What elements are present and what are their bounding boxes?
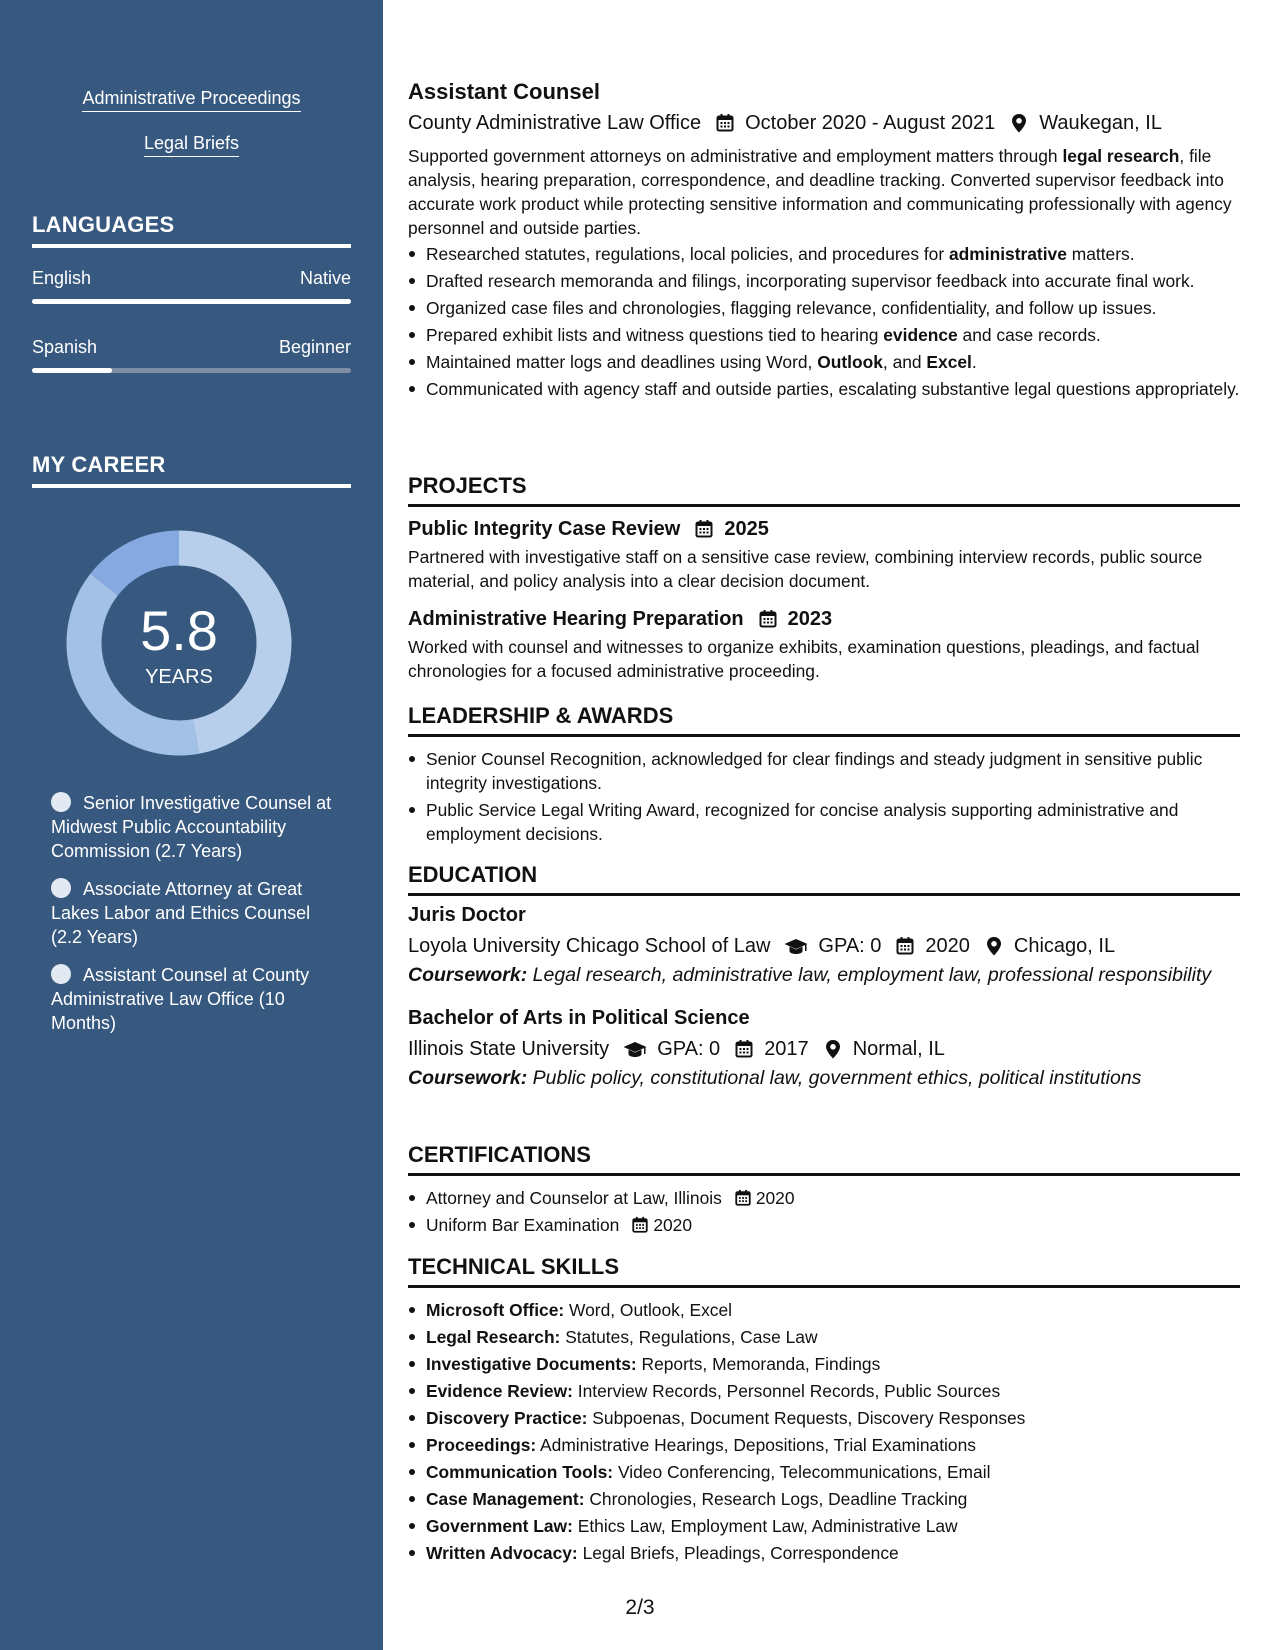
- language-bar: [32, 299, 351, 304]
- list-item: Public Service Legal Writing Award, recognized for concise analysis supporting administrative and employment decisions.: [408, 798, 1240, 846]
- career-dot-icon: [51, 878, 71, 898]
- list-item: Discovery Practice: Subpoenas, Document Requests, Discovery Responses: [408, 1406, 1240, 1430]
- career-heading: MY CAREER: [32, 452, 351, 488]
- strength-tag: Legal Briefs: [0, 133, 383, 157]
- language-row: [32, 337, 351, 358]
- job-bullets: [408, 242, 1240, 401]
- education-meta: [408, 933, 1240, 959]
- leadership-section: [408, 703, 1240, 849]
- list-item: Senior Counsel Recognition, acknowledged for clear findings and steady judgment in sensitive public integrity investigations.: [408, 747, 1240, 795]
- gpa: GPA: 0: [657, 1038, 721, 1060]
- career-total: 5.8: [140, 599, 218, 662]
- certifications-list: [408, 1186, 1240, 1237]
- list-item: Written Advocacy: Legal Briefs, Pleadings, Correspondence: [408, 1541, 1240, 1565]
- language-bar-fill: [32, 299, 351, 304]
- coursework: Coursework: Legal research, administrative law, employment law, professional responsibility: [408, 964, 1212, 986]
- job-title: Assistant Counsel: [408, 79, 600, 104]
- project-year: 2023: [787, 608, 833, 630]
- certifications-section: [408, 1142, 1240, 1240]
- calendar-icon: [715, 113, 735, 133]
- list-item: Maintained matter logs and deadlines using Word, Outlook, and Excel.: [408, 350, 1240, 374]
- gpa: GPA: 0: [818, 935, 882, 957]
- language-level: Native: [299, 268, 351, 288]
- graduation-cap-icon: [623, 1039, 647, 1059]
- map-pin-icon: [1009, 113, 1029, 133]
- map-pin-icon: [984, 936, 1004, 956]
- degree-title: Bachelor of Arts in Political Science: [408, 1007, 750, 1029]
- section-heading: TECHNICAL SKILLS: [408, 1254, 1240, 1288]
- language-name: English: [32, 268, 92, 288]
- list-item: Case Management: Chronologies, Research Logs, Deadline Tracking: [408, 1487, 1240, 1511]
- company-name: County Administrative Law Office: [408, 112, 702, 134]
- page-number: 2/3: [625, 1596, 655, 1619]
- job-summary: Supported government attorneys on administrative and employment matters through legal research, file analysis, hearing preparation, correspondence, and deadline tracking. Converted supervisor feedback into accurate work product while protecting sensitive information and communicating professionally with agency personnel and outside parties.: [408, 146, 1232, 238]
- language-bar: [32, 368, 351, 373]
- calendar-icon: [694, 519, 714, 539]
- language-bar-fill: [32, 368, 112, 373]
- project-title: Administrative Hearing Preparation 2023: [408, 608, 833, 630]
- calendar-icon: [631, 1216, 649, 1234]
- language-row: [32, 268, 351, 289]
- education-meta: [408, 1036, 1240, 1062]
- degree-title: Juris Doctor: [408, 904, 526, 926]
- section-heading: EDUCATION: [408, 862, 1240, 896]
- school-name: Loyola University Chicago School of Law: [408, 935, 771, 957]
- career-item: Senior Investigative Counsel at Midwest Public Accountability Commission (2.7 Years): [51, 793, 332, 861]
- skills-list: [408, 1298, 1240, 1565]
- graduation-cap-icon: [784, 936, 808, 956]
- career-unit: YEARS: [145, 666, 213, 688]
- education-section: [408, 862, 1240, 1090]
- calendar-icon: [758, 609, 778, 629]
- project-description: Worked with counsel and witnesses to organize exhibits, examination questions, pleadings, and factual chronologies for a focused administrative proceeding.: [408, 637, 1200, 681]
- calendar-icon: [895, 936, 915, 956]
- list-item: Communicated with agency staff and outside parties, escalating substantive legal questions appropriately.: [408, 377, 1240, 401]
- list-item: Researched statutes, regulations, local policies, and procedures for administrative matters.: [408, 242, 1240, 266]
- calendar-icon: [734, 1039, 754, 1059]
- career-item: Assistant Counsel at County Administrative Law Office (10 Months): [51, 965, 310, 1033]
- language-level: Beginner: [278, 337, 351, 357]
- job-dates: October 2020 - August 2021: [745, 112, 996, 134]
- list-item: Proceedings: Administrative Hearings, Depositions, Trial Examinations: [408, 1433, 1240, 1457]
- project-description: Partnered with investigative staff on a sensitive case review, combining interview records, public source material, and policy analysis into a clear decision document.: [408, 547, 1203, 591]
- section-heading: PROJECTS: [408, 473, 1240, 507]
- sidebar: [0, 0, 383, 1650]
- career-dot-icon: [51, 964, 71, 984]
- projects-section: [408, 473, 1240, 683]
- calendar-icon: [734, 1189, 752, 1207]
- school-name: Illinois State University: [408, 1038, 610, 1060]
- list-item: Organized case files and chronologies, flagging relevance, confidentiality, and follow up issues.: [408, 296, 1240, 320]
- career-item: Associate Attorney at Great Lakes Labor and Ethics Counsel (2.2 Years): [51, 879, 311, 947]
- languages-heading: LANGUAGES: [32, 212, 351, 248]
- list-item: Microsoft Office: Word, Outlook, Excel: [408, 1298, 1240, 1322]
- school-location: Normal, IL: [852, 1038, 945, 1060]
- coursework: Coursework: Public policy, constitutional law, government ethics, political institutions: [408, 1067, 1142, 1089]
- graduation-year: 2017: [764, 1038, 809, 1060]
- list-item: Drafted research memoranda and filings, incorporating supervisor feedback into accurate final work.: [408, 269, 1240, 293]
- list-item: Communication Tools: Video Conferencing, Telecommunications, Email: [408, 1460, 1240, 1484]
- leadership-list: [408, 747, 1240, 846]
- list-item: Legal Research: Statutes, Regulations, Case Law: [408, 1325, 1240, 1349]
- skills-section: [408, 1254, 1240, 1568]
- strength-tag: Administrative Proceedings: [0, 88, 383, 112]
- list-item: Government Law: Ethics Law, Employment Law, Administrative Law: [408, 1514, 1240, 1538]
- school-location: Chicago, IL: [1013, 935, 1116, 957]
- list-item: Uniform Bar Examination 2020: [408, 1213, 1240, 1237]
- section-heading: LEADERSHIP & AWARDS: [408, 703, 1240, 737]
- job-location: Waukegan, IL: [1039, 112, 1162, 134]
- section-heading: CERTIFICATIONS: [408, 1142, 1240, 1176]
- career-dot-icon: [51, 792, 71, 812]
- graduation-year: 2020: [925, 935, 970, 957]
- career-donut-chart: [66, 530, 292, 756]
- language-name: Spanish: [32, 337, 98, 357]
- project-title: Public Integrity Case Review 2025: [408, 518, 769, 540]
- list-item: Prepared exhibit lists and witness questions tied to hearing evidence and case records.: [408, 323, 1240, 347]
- list-item: Investigative Documents: Reports, Memoranda, Findings: [408, 1352, 1240, 1376]
- list-item: Evidence Review: Interview Records, Personnel Records, Public Sources: [408, 1379, 1240, 1403]
- map-pin-icon: [823, 1039, 843, 1059]
- experience-entry: [408, 79, 1240, 404]
- job-meta: [408, 110, 1240, 136]
- list-item: Attorney and Counselor at Law, Illinois 2020: [408, 1186, 1240, 1210]
- project-year: 2025: [724, 518, 769, 540]
